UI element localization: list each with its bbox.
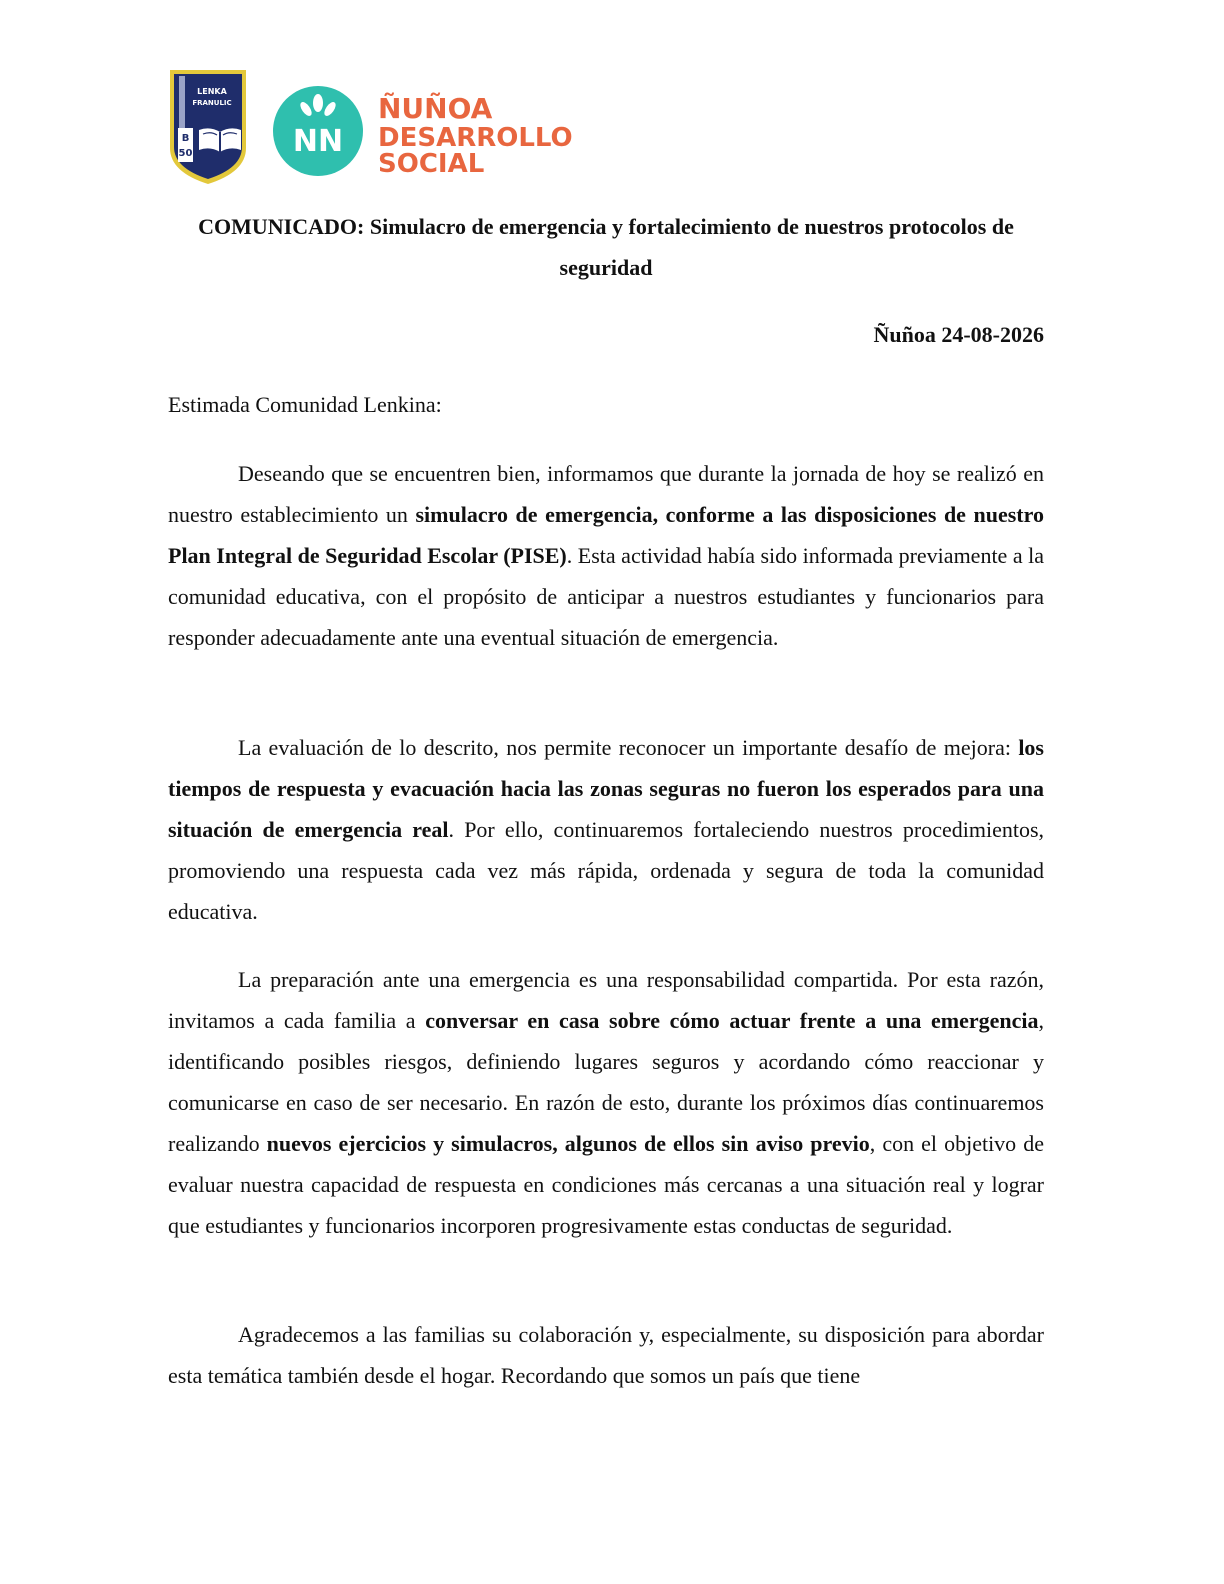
greeting: Estimada Comunidad Lenkina: xyxy=(168,392,442,417)
paragraph-1 xyxy=(168,453,1044,658)
paragraph-3-bold-1: conversar en casa sobre cómo actuar frente a una emergencia xyxy=(425,1008,1039,1033)
paragraph-4-text-a: Agradecemos a las familias su colaboración y, especialmente, su disposición para abordar esta temática también desde el hogar. Recordando que somos un país que tiene xyxy=(168,1322,1044,1388)
shield-text-line2: FRANULIC xyxy=(192,99,232,107)
school-shield-logo xyxy=(168,68,248,186)
shield-text-b: B xyxy=(181,133,190,144)
nn-wordmark-logo xyxy=(378,90,578,180)
paragraph-1-text-c: . Esta actividad había sido informada previamente a la comunidad educativa, con el propósito de anticipar a nuestros estudiantes y funcionarios para responder adecuadamente ante una eventual situación de emergencia. xyxy=(168,543,1044,650)
nn-circle-logo xyxy=(272,85,364,177)
paragraph-2-text-c: . Por ello, continuaremos fortaleciendo nuestros procedimientos, promoviendo una respuesta cada vez más rápida, ordenada y segura de toda la comunidad educativa. xyxy=(168,817,1045,924)
header-logos xyxy=(168,68,588,188)
document-title: COMUNICADO: Simulacro de emergencia y fortalecimiento de nuestros protocolos de seguridad xyxy=(198,214,1014,280)
nn-word1: ÑUÑOA xyxy=(378,92,493,125)
nn-word2: DESARROLLO xyxy=(378,123,573,153)
nn-monogram-text: NN xyxy=(292,124,344,159)
shield-text-num: 50 xyxy=(178,148,193,159)
paragraph-1-text-a: Deseando que se encuentren bien, informamos que durante la jornada de hoy se realizó en nuestro establecimiento un xyxy=(168,461,1044,527)
paragraph-2-bold: los tiempos de respuesta y evacuación hacia las zonas seguras no fueron los esperados para una situación de emergencia real xyxy=(168,735,1044,842)
nn-word3: SOCIAL xyxy=(378,149,485,179)
shield-text-line1: LENKA xyxy=(197,87,227,96)
paragraph-3-text-c: , identificando posibles riesgos, definiendo lugares seguros y acordando cómo reaccionar y comunicarse en caso de ser necesario. En razón de esto, durante los próximos días continuaremos realizando xyxy=(168,1008,1045,1156)
paragraph-1-bold: simulacro de emergencia, conforme a las disposiciones de nuestro Plan Integral de Seguridad Escolar (PISE) xyxy=(168,502,1044,568)
paragraph-3 xyxy=(168,959,1044,1246)
paragraph-3-text-e: , con el objetivo de evaluar nuestra capacidad de respuesta en condiciones más cercanas a una situación real y lograr que estudiantes y funcionarios incorporen progresivamente estas conductas de seguridad. xyxy=(168,1131,1044,1238)
paragraph-4 xyxy=(168,1314,1044,1396)
paragraph-2-text-a: La evaluación de lo descrito, nos permite reconocer un importante desafío de mejora: xyxy=(238,735,1019,760)
paragraph-2 xyxy=(168,727,1044,932)
paragraph-3-text-a: La preparación ante una emergencia es una responsabilidad compartida. Por esta razón, invitamos a cada familia a xyxy=(168,967,1044,1033)
dateline: Ñuñoa 24-08-2026 xyxy=(873,322,1044,347)
paragraph-3-bold-2: nuevos ejercicios y simulacros, algunos de ellos sin aviso previo xyxy=(266,1131,870,1156)
